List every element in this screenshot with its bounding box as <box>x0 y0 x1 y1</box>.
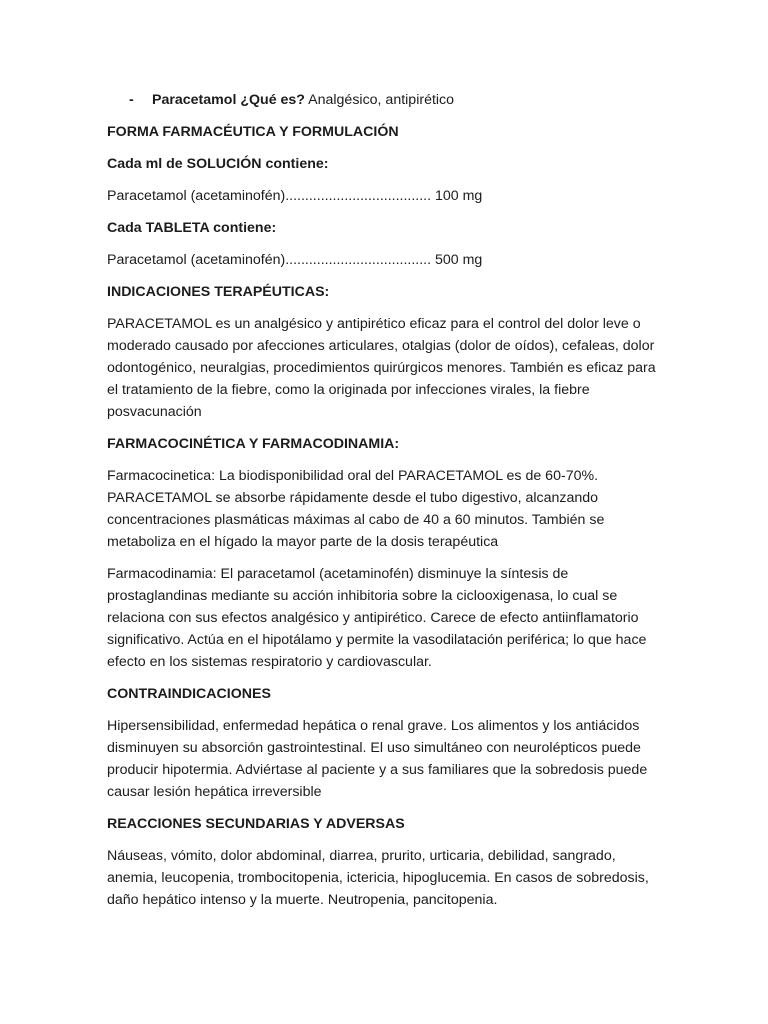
intro-answer: Analgésico, antipirético <box>304 92 455 108</box>
indicaciones-heading: INDICACIONES TERAPÉUTICAS: <box>107 284 330 300</box>
contraindicaciones-paragraph: Hipersensibilidad, enfermedad hepática o renal grave. Los alimentos y los antiácidos disminuyen su absorción gastrointestinal. El uso simultáneo con neurolépticos puede producir hipotermia. Adviértase al paciente y a sus familiares que la sobredosis puede causar lesión hepática irreversible <box>107 718 648 800</box>
contraindicaciones-heading: CONTRAINDICACIONES <box>107 686 271 702</box>
document-page <box>107 89 667 921</box>
intro-bullet-item <box>107 89 667 111</box>
reacciones-paragraph: Náuseas, vómito, dolor abdominal, diarrea, prurito, urticaria, debilidad, sangrado, anemia, leucopenia, trombocitopenia, ictericia, hipoglucemia. En casos de sobredosis, daño hepático intenso y la muerte. Neutropenia, pancitopenia. <box>107 848 649 908</box>
reacciones-heading: REACCIONES SECUNDARIAS Y ADVERSAS <box>107 816 405 832</box>
bullet-dash: - <box>129 92 134 108</box>
intro-question: Paracetamol ¿Qué es? <box>152 92 305 108</box>
farmacocinetica-paragraph: Farmacocinetica: La biodisponibilidad oral del PARACETAMOL es de 60-70%. PARACETAMOL se absorbe rápidamente desde el tubo digestivo, alcanzando concentraciones plasmáticas máximas al cabo de 40 a 60 minutos. También se metaboliza en el hígado la mayor parte de la dosis terapéutica <box>107 468 605 550</box>
tableta-dose-line: Paracetamol (acetaminofén)..................................... 500 mg <box>107 252 483 268</box>
tableta-heading: Cada TABLETA contiene: <box>107 220 277 236</box>
solucion-dose-line: Paracetamol (acetaminofén)..................................... 100 mg <box>107 188 483 204</box>
farmacodinamia-paragraph: Farmacodinamia: El paracetamol (acetaminofén) disminuye la síntesis de prostaglandinas mediante su acción inhibitoria sobre la ciclooxigenasa, lo cual se relaciona con sus efectos analgésico y antipirético. Carece de efecto antiinflamatorio significativo. Actúa en el hipotálamo y permite la vasodilatación periférica; lo que hace efecto en los sistemas respiratorio y cardiovascular. <box>107 566 647 670</box>
farmaco-heading: FARMACOCINÉTICA Y FARMACODINAMIA: <box>107 436 400 452</box>
indicaciones-paragraph: PARACETAMOL es un analgésico y antipirético eficaz para el control del dolor leve o moderado causado por afecciones articulares, otalgias (dolor de oídos), cefaleas, dolor odontogénico, neuralgias, procedimientos quirúrgicos menores. También es eficaz para el tratamiento de la fiebre, como la originada por infecciones virales, la fiebre posvacunación <box>107 316 656 420</box>
forma-heading: FORMA FARMACÉUTICA Y FORMULACIÓN <box>107 124 399 140</box>
solucion-heading: Cada ml de SOLUCIÓN contiene: <box>107 156 329 172</box>
